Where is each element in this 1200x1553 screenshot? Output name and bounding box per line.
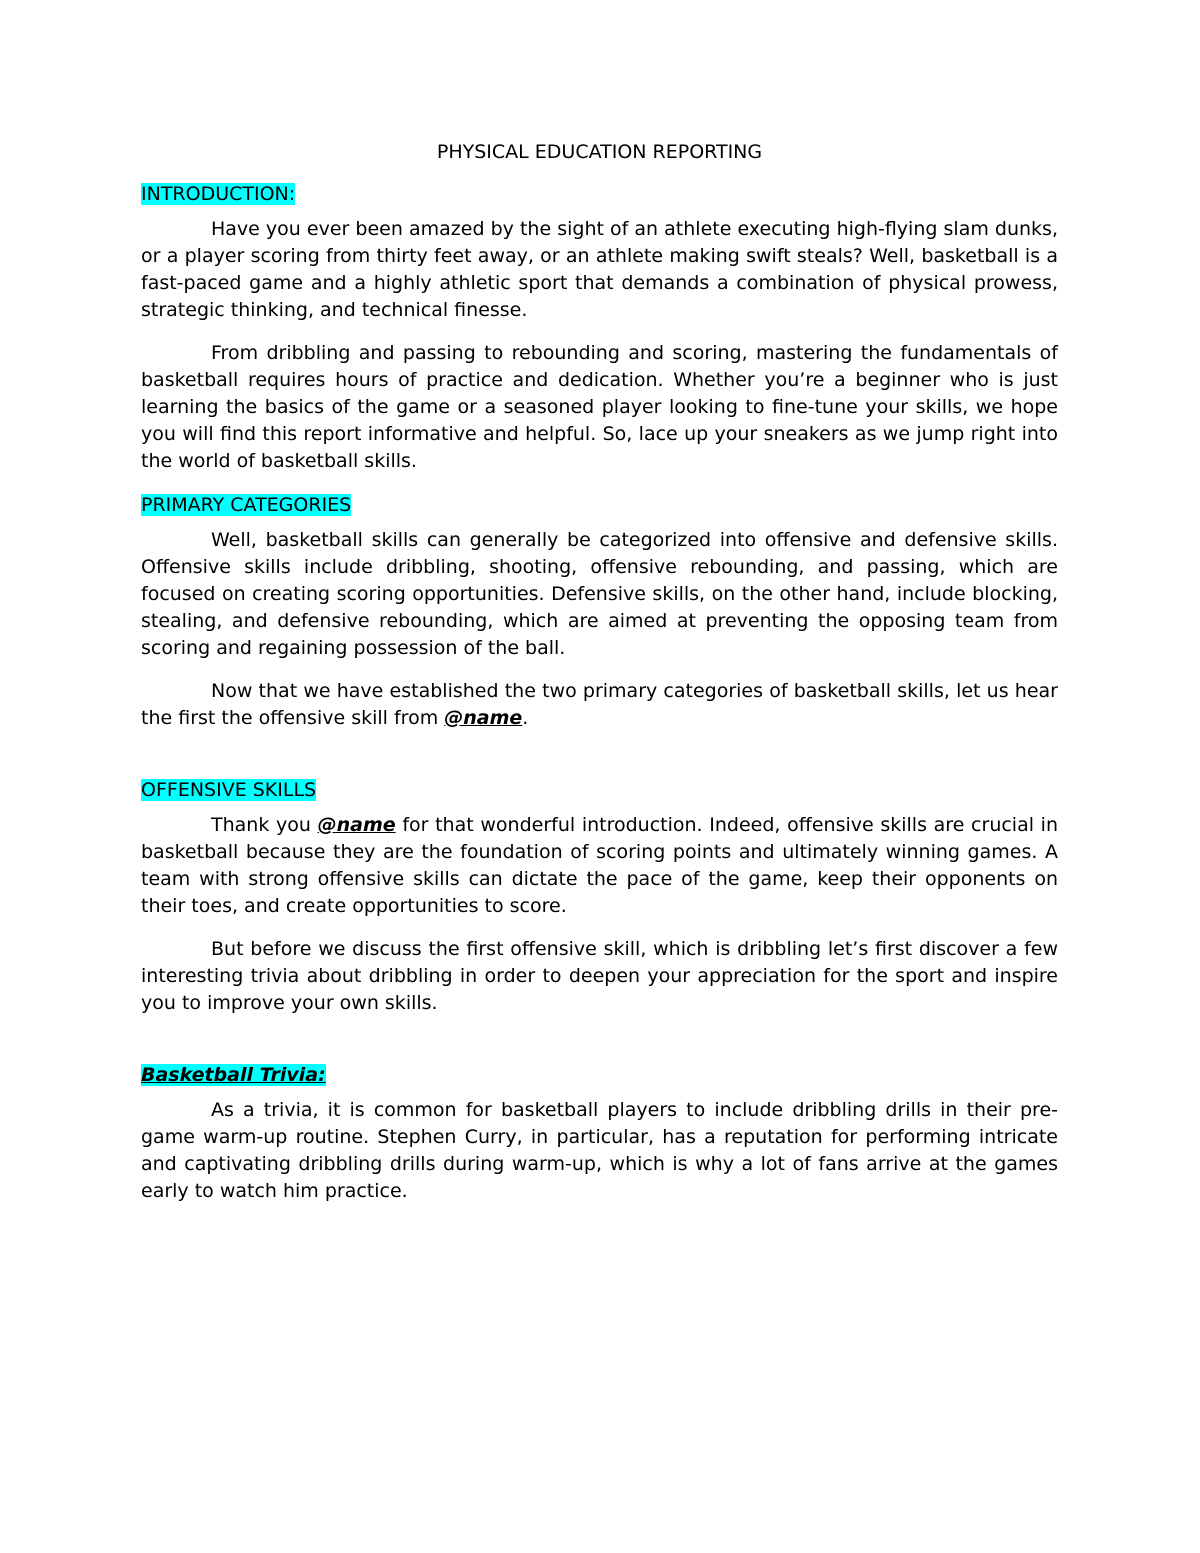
document-title: PHYSICAL EDUCATION REPORTING: [436, 141, 763, 163]
categories-paragraph-1: Well, basketball skills can generally be categorized into offensive and defensive skills. Offensive skills include dribbling, shooting, offensive rebounding, and passing, which are focused on creating scoring opportunities. Defensive skills, on the other hand, include blocking, stealing, and defensive rebounding, which are aimed at preventing the opposing team from scoring and regaining possession of the ball.: [141, 529, 1058, 659]
highlighted-heading-text: OFFENSIVE SKILLS: [141, 779, 317, 801]
offensive-paragraph-2: But before we discuss the first offensive skill, which is dribbling let’s first discover a few interesting trivia about dribbling in order to deepen your appreciation for the sport and inspire you to improve your own skills.: [141, 938, 1058, 1014]
paragraph-text: Thank you: [211, 814, 318, 836]
paragraph-text: .: [522, 707, 529, 729]
section-heading-primary-categories: [141, 491, 1058, 519]
trivia-paragraph-1: As a trivia, it is common for basketball players to include dribbling drills in their pre-game warm-up routine. Stephen Curry, in particular, has a reputation for performing intricate and captivating dribbling drills during warm-up, which is why a lot of fans arrive at the games early to watch him practice.: [141, 1099, 1058, 1202]
paragraph-text: for that wonderful introduction. Indeed, offensive skills are crucial in basketball because they are the foundation of scoring points and ultimately winning games. A team with strong offensive skills can dictate the pace of the game, keep their opponents on their toes, and create opportunities to score.: [141, 814, 1058, 917]
section-heading-offensive-skills: [141, 776, 1058, 804]
highlighted-heading-text: Basketball Trivia:: [141, 1064, 326, 1086]
name-mention: @name: [444, 707, 523, 729]
intro-paragraph-1: Have you ever been amazed by the sight of an athlete executing high-flying slam dunks, or a player scoring from thirty feet away, or an athlete making swift steals? Well, basketball is a fast-paced game and a highly athletic sport that demands a combination of physical prowess, strategic thinking, and technical finesse.: [141, 218, 1058, 321]
section-heading-basketball-trivia: [141, 1061, 1058, 1089]
categories-paragraph-2: [141, 678, 1058, 732]
highlighted-heading-text: INTRODUCTION:: [141, 183, 296, 205]
paragraph-text: Now that we have established the two primary categories of basketball skills, let us hear the first the offensive skill from: [141, 680, 1058, 729]
document-page: [141, 138, 1058, 1221]
highlighted-heading-text: PRIMARY CATEGORIES: [141, 494, 352, 516]
section-heading-introduction: [141, 180, 1058, 208]
name-mention: @name: [317, 814, 396, 836]
intro-paragraph-2: From dribbling and passing to rebounding and scoring, mastering the fundamentals of basketball requires hours of practice and dedication. Whether you’re a beginner who is just learning the basics of the game or a seasoned player looking to fine-tune your skills, we hope you will find this report informative and helpful. So, lace up your sneakers as we jump right into the world of basketball skills.: [141, 342, 1058, 472]
offensive-paragraph-1: [141, 812, 1058, 920]
